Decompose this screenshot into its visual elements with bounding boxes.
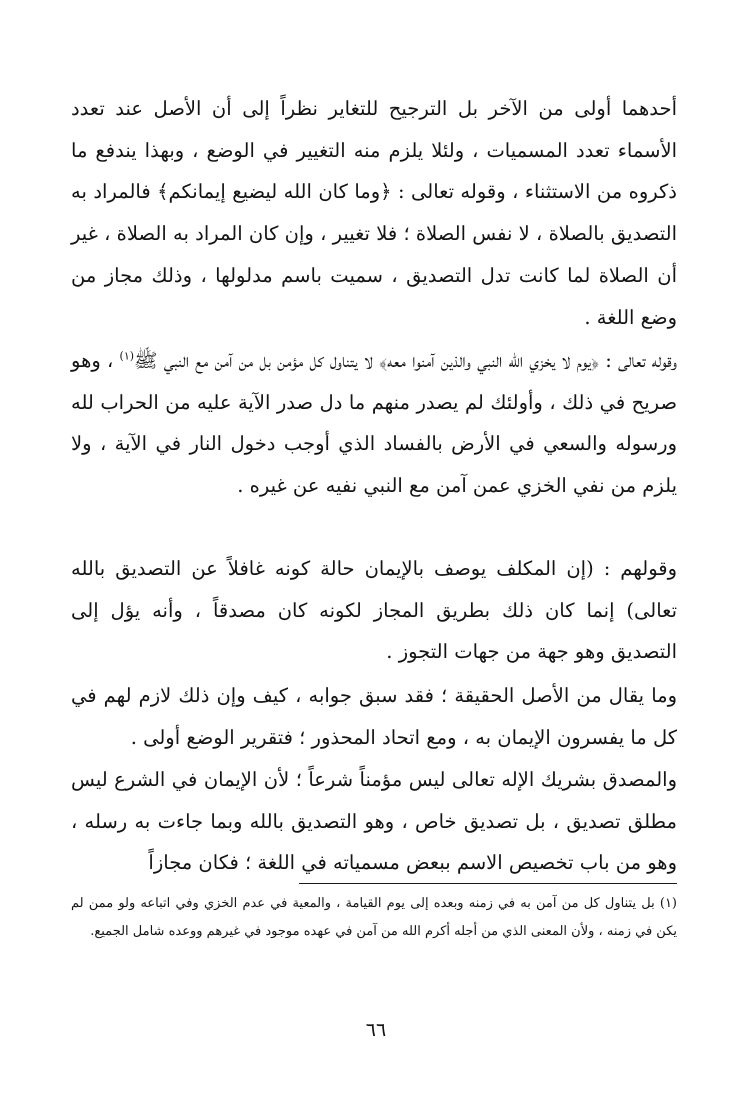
paragraph-3: وقولهم : (إن المكلف يوصف بالإيمان حالة كونه غافلاً عن التصديق بالله تعالى) إنما كان ذلك بطريق المجاز لكونه كان مصدقاً ، وأنه يؤل إلى التصديق وهو جهة من جهات التجوز . bbox=[71, 557, 677, 664]
footnote-reference: (١) bbox=[119, 349, 135, 363]
page-number: ٦٦ bbox=[365, 1019, 387, 1041]
footnote-divider bbox=[299, 883, 677, 884]
paragraph-1: أحدهما أولى من الآخر بل الترجيح للتغاير نظراً إلى أن الأصل عند تعدد الأسماء تعدد المسميات ، ولئلا يلزم منه التغيير في الوضع ، وبهذا يندفع ما ذكروه من الاستثناء ، وقوله تعالى : ﴿وما كان الله ليضيع إيمانكم﴾ فالمراد به التصديق بالصلاة ، لا نفس الصلاة ؛ فلا تغيير ، وإن كان المراد به الصلاة ، غير أن الصلاة لما كانت تدل التصديق ، سميت باسم مدلولها ، وذلك مجاز من وضع اللغة . bbox=[71, 97, 677, 329]
paragraph-2-text-end: ، وهو صريح في ذلك ، وأولئك لم يصدر منهم ما دل صدر الآية عليه من الحراب لله ورسوله والسعي في الأرض بالفساد الذي أوجب دخول النار في الآية ، ولا يلزم من نفي الخزي عمن آمن مع النبي نفيه عن غيره . bbox=[71, 349, 677, 498]
paragraph-5: والمصدق بشريك الإله تعالى ليس مؤمناً شرعاً ؛ لأن الإيمان في الشرع ليس مطلق تصديق ، بل تصديق خاص ، وهو التصديق بالله وبما جاءت به رسله ، وهو من باب تخصيص الاسم ببعض مسمياته في اللغة ؛ فكان مجازاً bbox=[71, 768, 677, 875]
paragraph-4: وما يقال من الأصل الحقيقة ؛ فقد سبق جوابه ، كيف وإن ذلك لازم لهم في كل ما يفسرون الإيمان به ، ومع اتحاد المحذور ؛ فتقرير الوضع أولى . bbox=[71, 684, 677, 749]
footnote: (١) بل يتناول كل من آمن به في زمنه وبعده إلى يوم القيامة ، والمعية في عدم الخزي وفي اتباعه ولو ممن لم يكن في زمنه ، ولأن المعنى الذي من أجله أكرم الله من آمن في عهده موجود في غيرهم ووعده شامل الجميع. bbox=[71, 896, 677, 939]
paragraph-2 bbox=[71, 340, 677, 507]
paragraph-2-text-start: وقوله تعالى : ﴿يوم لا يخزي الله النبي والذين آمنوا معه﴾ لا يتناول كل مؤمن بل من آمن مع النبي ﷺ bbox=[134, 349, 677, 372]
